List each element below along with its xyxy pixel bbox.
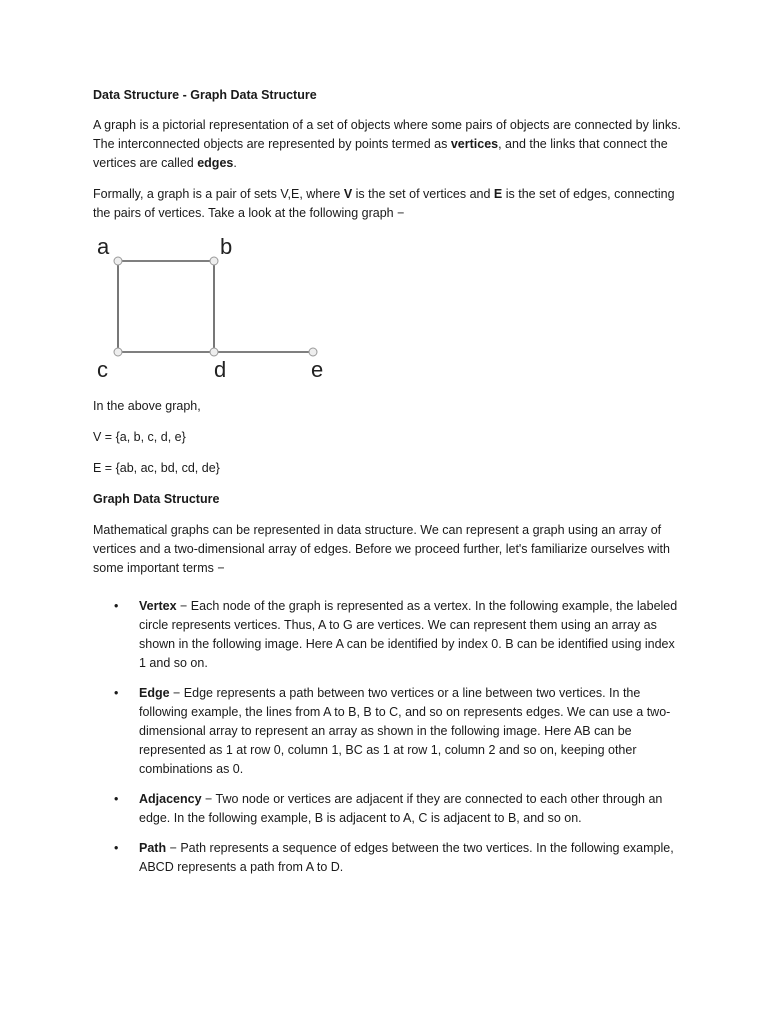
intro-text-2: , and the links that connect the vertices are called — [93, 137, 668, 170]
formal-text-2: is the set of vertices and — [352, 187, 494, 201]
intro-text-1: A graph is a pictorial representation of a set of objects where some pairs of objects are connected by links. The interconnected objects are represented by points termed as — [93, 118, 681, 151]
vertex-d-label: d — [214, 357, 227, 382]
term-description: − Edge represents a path between two vertices or a line between two vertices. In the following example, the lines from A to B, B to C, and so on represents edges. We can use a two-dimensional array to represent an array as shown in the following image. Here AB can be represented as 1 at row 0, column 1, BC as 1 at row 1, column 2 and so on, keeping other combinations as 0. — [139, 686, 671, 776]
intro-edges-term: edges — [197, 156, 234, 170]
section-heading: Graph Data Structure — [93, 492, 220, 506]
vertex-c-label: c — [97, 357, 108, 382]
formal-text-3: is the set of edges, connecting the pairs of vertices. Take a look at the following graph − — [93, 187, 675, 220]
vertex-e-node — [309, 348, 317, 356]
bullet-icon: • — [114, 686, 119, 700]
edge-set-text: E = {ab, ac, bd, cd, de} — [93, 461, 220, 475]
formal-e-term: E — [493, 187, 503, 201]
document-body — [93, 86, 683, 888]
term-label: Adjacency — [139, 792, 202, 806]
formal-text-1: Formally, a graph is a pair of sets V,E, where — [93, 187, 344, 201]
intro-text-3: . — [233, 156, 237, 170]
formal-paragraph — [93, 185, 683, 223]
section-intro-paragraph: Mathematical graphs can be represented in data structure. We can represent a graph using an array of vertices and a two-dimensional array of edges. Before we proceed further, let's familiarize ourselves with some important terms − — [93, 523, 670, 575]
list-item — [93, 790, 683, 828]
intro-vertices-term: vertices — [450, 137, 499, 151]
vertex-set-text: V = {a, b, c, d, e} — [93, 430, 186, 444]
list-item — [93, 684, 683, 779]
vertex-e-label: e — [311, 357, 324, 382]
vertex-c-node — [114, 348, 122, 356]
bullet-icon: • — [114, 599, 119, 613]
vertex-d-node — [210, 348, 218, 356]
vertex-a-node — [114, 257, 122, 265]
list-item — [93, 597, 683, 673]
term-label: Path — [139, 841, 167, 855]
bullet-icon: • — [114, 841, 119, 855]
term-label: Vertex — [139, 599, 177, 613]
vertex-b-node — [210, 257, 218, 265]
term-label: Edge — [139, 686, 170, 700]
list-item — [93, 839, 683, 877]
in-above-graph-text: In the above graph, — [93, 399, 201, 413]
bullet-icon: • — [114, 792, 119, 806]
intro-paragraph — [93, 116, 683, 173]
vertex-b-label: b — [220, 235, 233, 259]
vertex-a-label: a — [97, 235, 110, 259]
term-description: − Two node or vertices are adjacent if they are connected to each other through an edge. In the following example, B is adjacent to A, C is adjacent to B, and so on. — [139, 792, 663, 825]
terms-list — [93, 597, 683, 877]
document-title: Data Structure - Graph Data Structure — [93, 88, 317, 102]
graph-figure — [93, 235, 333, 385]
term-description: − Each node of the graph is represented as a vertex. In the following example, the labeled circle represents vertices. Thus, A to G are vertices. We can represent them using an array as shown in the following image. Here A can be identified by index 0. B can be identified using index 1 and so on. — [139, 599, 678, 670]
formal-v-term: V — [343, 187, 353, 201]
term-description: − Path represents a sequence of edges between the two vertices. In the following example, ABCD represents a path from A to D. — [139, 841, 674, 874]
